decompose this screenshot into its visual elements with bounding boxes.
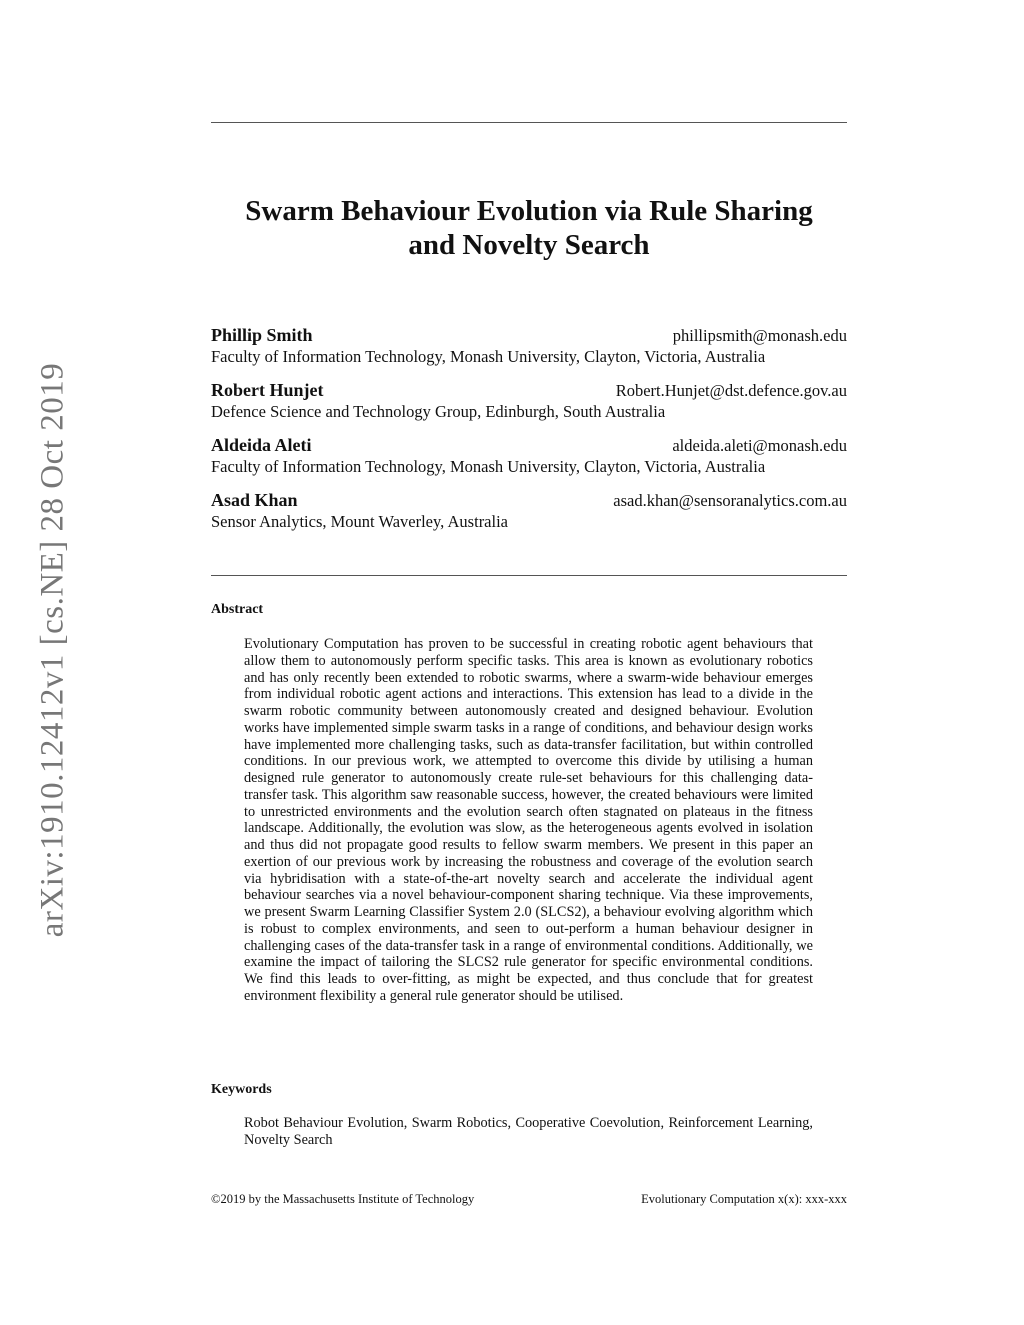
author-affiliation: Defence Science and Technology Group, Edinburgh, South Australia: [211, 402, 666, 421]
author-name: Phillip Smith: [211, 325, 313, 345]
author-email: aldeida.aleti@monash.edu: [672, 436, 847, 455]
copyright-notice: ©2019 by the Massachusetts Institute of Technology: [211, 1192, 475, 1206]
top-divider: [211, 122, 847, 123]
author-name: Asad Khan: [211, 490, 298, 510]
author-affiliation: Sensor Analytics, Mount Waverley, Australia: [211, 512, 508, 531]
author-affiliation: Faculty of Information Technology, Monash University, Clayton, Victoria, Australia: [211, 457, 766, 476]
keywords-text: Robot Behaviour Evolution, Swarm Robotics, Cooperative Coevolution, Reinforcement Learning, Novelty Search: [244, 1115, 813, 1148]
abstract-text: Evolutionary Computation has proven to be successful in creating robotic agent behaviours that allow them to autonomously perform specific tasks. This area is known as evolutionary robotics and has only recently been extended to robotic swarms, where a swarm-wide behaviour emerges from individual robotic agent actions and interactions. This extension has lead to a divide in the swarm robotic community between autonomously created and designed behaviour. Evolution works have implemented simple swarm tasks in a range of conditions, and behaviour design works have implemented more challenging tasks, such as data-transfer facilitation, but within controlled conditions. In our previous work, we attempted to overcome this divide by utilising a human designed rule generator to autonomously create rule-set behaviours for this challenging data-transfer task. This algorithm saw reasonable success, however, the created behaviours were limited to unrestricted environments and the evolution search often stagnated on plateaus in the fitness landscape. Additionally, the evolution was slow, as the heterogeneous agents evolved in isolation and thus did not propagate good results to fellow swarm members. We present in this paper an exertion of our previous work by increasing the robustness and coverage of the evolution search via hybridisation with a state-of-the-art novelty search and accelerate the individual agent behaviour searches via a novel behaviour-component sharing technique. Via these improvements, we present Swarm Learning Classifier System 2.0 (SLCS2), a behaviour evolving algorithm which is robust to complex environments, and seen to out-perform a human behaviour designer in challenging cases of the data-transfer task in a range of environmental conditions. Additionally, we examine the impact of tailoring the SLCS2 rule generator for specific environmental conditions. We find this leads to over-fitting, as might be expected, and thus conclude that for greatest environment flexibility a general rule generator should be utilised.: [244, 636, 813, 1004]
page-footer: [211, 1192, 847, 1207]
author-name: Aldeida Aleti: [211, 435, 312, 455]
author-block: [211, 490, 847, 532]
arxiv-identifier: arXiv:1910.12412v1 [cs.NE] 28 Oct 2019: [34, 362, 71, 938]
title-line-2: and Novelty Search: [408, 229, 650, 261]
author-affiliation: Faculty of Information Technology, Monash University, Clayton, Victoria, Australia: [211, 347, 766, 366]
author-block: [211, 380, 847, 422]
abstract-heading: Abstract: [211, 602, 264, 617]
author-email: Robert.Hunjet@dst.defence.gov.au: [615, 381, 847, 400]
title-line-1: Swarm Behaviour Evolution via Rule Sharing: [245, 195, 813, 227]
journal-reference: Evolutionary Computation x(x): xxx-xxx: [641, 1192, 847, 1206]
author-email: phillipsmith@monash.edu: [672, 326, 847, 345]
author-email: asad.khan@sensoranalytics.com.au: [613, 491, 847, 510]
middle-divider: [211, 575, 847, 576]
paper-title: [211, 194, 847, 262]
author-block: [211, 435, 847, 477]
keywords-heading: Keywords: [211, 1082, 272, 1097]
author-block: [211, 325, 847, 367]
author-name: Robert Hunjet: [211, 380, 324, 400]
